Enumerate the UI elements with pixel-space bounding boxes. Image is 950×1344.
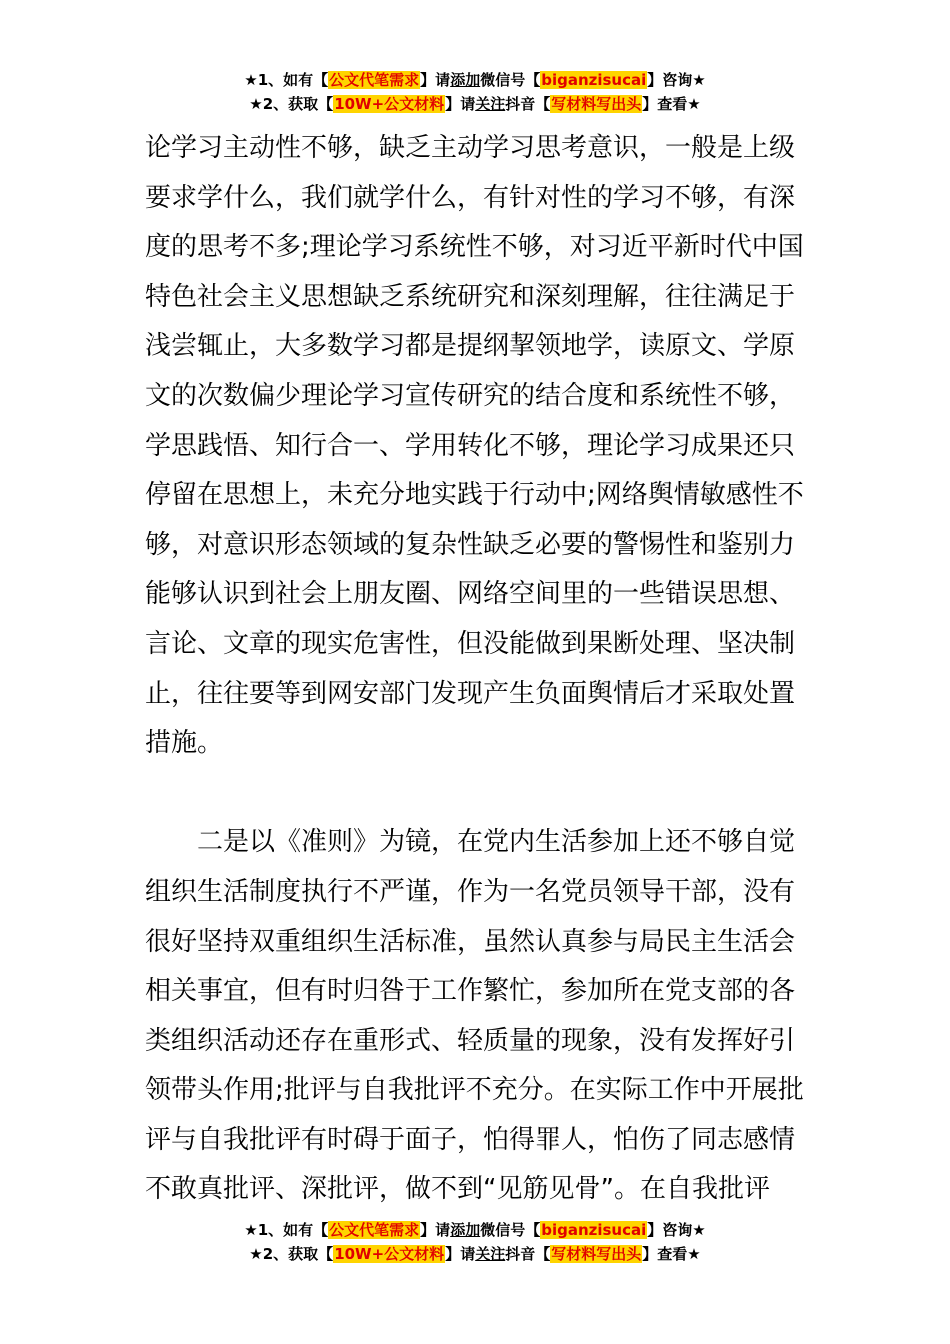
banner-line-1 [0,68,950,92]
highlight-douyin-account: 写材料写出头 [551,1245,642,1263]
banner-text: 】咨询★ [647,1221,706,1239]
text-line: 要求学什么，我们就学什么，有针对性的学习不够，有深 [145,182,796,213]
bottom-banner [0,1218,950,1266]
highlight-douyin-account: 写材料写出头 [551,95,642,113]
highlight-wechat-id: biganzisucai [541,71,647,89]
text-line: 浅尝辄止，大多数学习都是提纲挈领地学，读原文、学原 [145,331,796,362]
paragraph-2 [145,818,810,1215]
banner-text: 】查看★ [642,95,701,113]
banner-text: ★1、如有【 [244,71,329,89]
text-line: 很好坚持双重组织生活标准，虽然认真参与局民主生活会 [145,926,796,957]
banner-text: 】请 [420,1221,451,1239]
text-line: 言论、文章的现实危害性，但没能做到果断处理、坚决制 [145,628,796,659]
text-line: 类组织活动还存在重形式、轻质量的现象，没有发挥好引 [145,1025,796,1056]
banner-text: 微信号【 [480,1221,541,1239]
banner-text: 】请 [445,95,476,113]
banner-text: 抖音【 [505,1245,551,1263]
text-line: 度的思考不多;理论学习系统性不够，对习近平新时代中国 [145,232,804,263]
banner-line-1 [0,1218,950,1242]
text-line: 组织生活制度执行不严谨，作为一名党员领导干部，没有 [145,876,796,907]
highlight-service: 公文代笔需求 [329,1221,420,1239]
text-line: 领带头作用;批评与自我批评不充分。在实际工作中开展批 [145,1075,804,1106]
text-line: 特色社会主义思想缺乏系统研究和深刻理解，往往满足于 [145,281,796,312]
banner-text: 】咨询★ [647,71,706,89]
paragraph-1 [145,124,810,769]
text-line: 能够认识到社会上朋友圈、网络空间里的一些错误思想、 [145,579,796,610]
underlined-text: 关注 [475,1245,506,1263]
text-line: 评与自我批评有时碍于面子，怕得罪人，怕伤了同志感情 [145,1124,796,1155]
banner-line-2 [0,92,950,116]
highlight-materials: 10W+公文材料 [334,1245,445,1263]
banner-text: 】请 [445,1245,476,1263]
text-line: 止，往往要等到网安部门发现产生负面舆情后才采取处置 [145,678,796,709]
highlight-service: 公文代笔需求 [329,71,420,89]
text-line: 相关事宜，但有时归咎于工作繁忙，参加所在党支部的各 [145,976,796,1007]
text-line: 停留在思想上，未充分地实践于行动中;网络舆情敏感性不 [145,480,804,511]
banner-text: ★2、获取【 [249,1245,334,1263]
banner-text: ★2、获取【 [249,95,334,113]
banner-text: 微信号【 [480,71,541,89]
text-line: 文的次数偏少理论学习宣传研究的结合度和系统性不够， [145,380,796,411]
highlight-materials: 10W+公文材料 [334,95,445,113]
banner-text: 】查看★ [642,1245,701,1263]
text-line: 论学习主动性不够，缺乏主动学习思考意识，一般是上级 [145,133,796,163]
text-line: 不敢真批评、深批评，做不到“见筋见骨”。在自我批评 [145,1174,770,1205]
underlined-text: 添加 [450,71,481,89]
banner-line-2 [0,1242,950,1266]
document-body [145,124,810,1215]
top-banner [0,68,950,116]
banner-text: 抖音【 [505,95,551,113]
underlined-text: 添加 [450,1221,481,1239]
text-line: 二是以《准则》为镜，在党内生活参加上还不够自觉 [197,827,796,858]
paragraph-spacer [145,769,810,819]
banner-text: ★1、如有【 [244,1221,329,1239]
underlined-text: 关注 [475,95,506,113]
text-line: 够，对意识形态领域的复杂性缺乏必要的警惕性和鉴别力 [145,529,796,560]
banner-text: 】请 [420,71,451,89]
text-line: 学思践悟、知行合一、学用转化不够，理论学习成果还只 [145,430,796,461]
highlight-wechat-id: biganzisucai [541,1221,647,1239]
text-line: 措施。 [145,728,224,759]
